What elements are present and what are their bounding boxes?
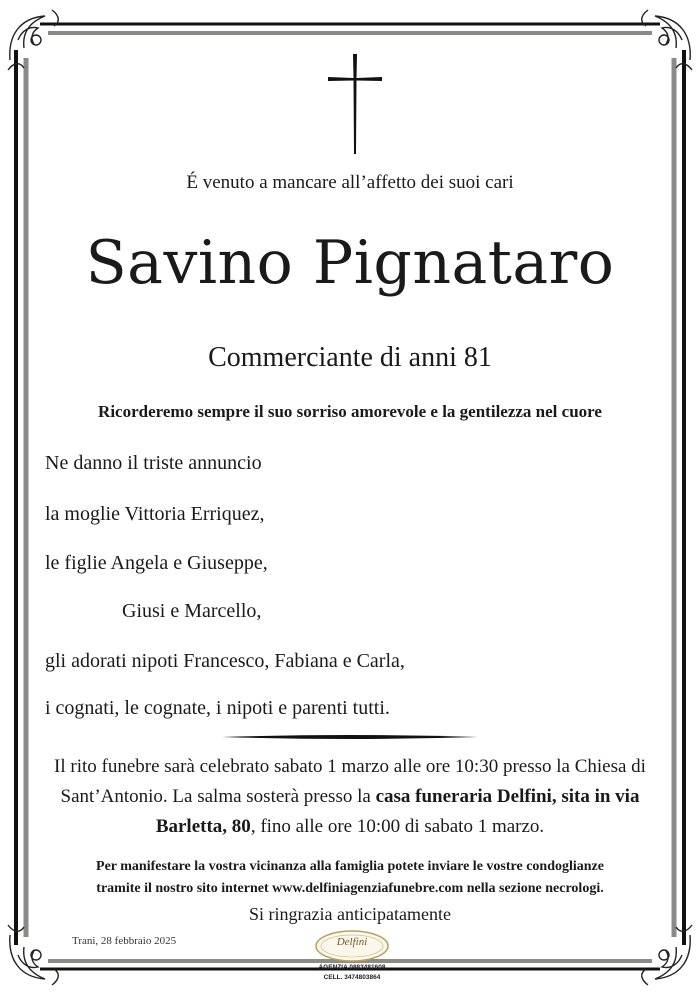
family-line: la moglie Vittoria Erriquez, xyxy=(45,503,265,525)
memorial-quote: Ricorderemo sempre il suo sorriso amorevole e la gentilezza nel cuore xyxy=(98,402,602,421)
family-line: le figlie Angela e Giuseppe, xyxy=(45,552,268,574)
condolences-text xyxy=(30,856,670,900)
logo-brand: Delfini xyxy=(336,936,368,948)
funeral-rite-text xyxy=(30,752,670,842)
cell-phone: CELL. 3474803864 xyxy=(323,974,381,981)
rite-text-funeral-home: casa funeraria Delfini, sita in via Barletta, 80 xyxy=(155,786,640,837)
rite-text-part2: , fino alle ore 10:00 di sabato 1 marzo. xyxy=(250,816,545,837)
family-line: Giusi e Marcello, xyxy=(122,600,262,622)
condolences-line-2: tramite il nostro sito internet www.delfiniagenziafunebre.com nella sezione necrologi. xyxy=(96,881,604,896)
intro-text: É venuto a mancare all’affetto dei suoi cari xyxy=(186,172,514,193)
latin-cross-icon xyxy=(326,52,384,156)
family-line: Ne danno il triste annuncio xyxy=(45,452,262,474)
rite-text-part1: Il rito funebre sarà celebrato sabato 1 marzo alle ore 10:30 presso la Chiesa di Sant’Antonio. La salma sosterà presso la xyxy=(54,756,646,807)
thanks-text: Si ringrazia anticipatamente xyxy=(249,904,451,924)
agency-logo xyxy=(300,924,404,986)
deceased-subtitle: Commerciante di anni 81 xyxy=(208,342,492,373)
family-line: gli adorati nipoti Francesco, Fabiana e Carla, xyxy=(45,650,405,672)
place-date: Trani, 28 febbraio 2025 xyxy=(72,935,177,947)
deceased-name: Savino Pignataro xyxy=(85,228,615,298)
family-line: i cognati, le cognate, i nipoti e parenti tutti. xyxy=(45,697,390,719)
section-divider xyxy=(222,732,478,742)
agency-phone: AGENZIA 0883481608 xyxy=(318,964,386,971)
condolences-line-1: Per manifestare la vostra vicinanza alla famiglia potete inviare le vostre condoglianze xyxy=(96,859,604,874)
